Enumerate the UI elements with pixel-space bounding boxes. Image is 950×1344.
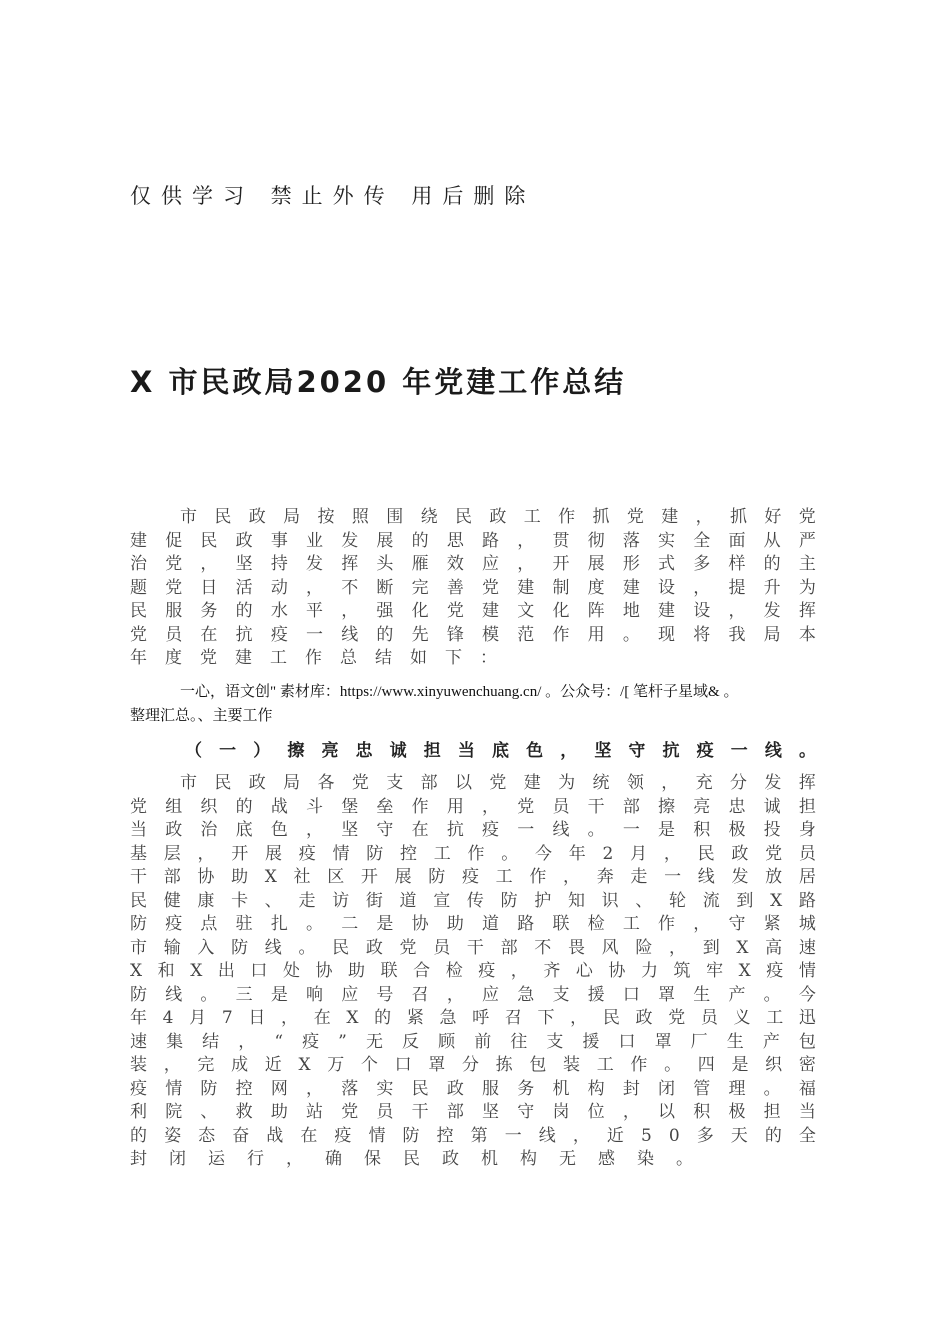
intro-line: 题 党 日 活 动 ， 不 断 完 善 党 建 制 度 建 设 ， 提 升 为: [130, 577, 816, 598]
section-line: 装 ， 完 成 近 X 万 个 口 罩 分 拣 包 装 工 作 。 四 是 织 密: [130, 1055, 816, 1075]
intro-line: 民 服 务 的 水 平 ， 强 化 党 建 文 化 阵 地 建 设 ， 发 挥: [130, 601, 816, 621]
intro-line: 治 党 ， 坚 持 发 挥 头 雁 效 应 ， 开 展 形 式 多 样 的 主: [130, 554, 816, 574]
section-line: 防 疫 点 驻 扎 。 二 是 协 助 道 路 联 检 工 作 ， 守 紧 城: [130, 914, 816, 934]
section-line: 利 院 、 救 助 站 党 员 干 部 坚 守 岗 位 ， 以 积 极 担 当: [130, 1102, 816, 1122]
intro-line: 年度党建工作总结如下：: [130, 648, 515, 668]
section-line: 的 姿 态 奋 战 在 疫 情 防 控 第 一 线 ， 近 5 0 多 天 的 全: [130, 1125, 816, 1146]
source-note-line: 整理汇总。、主要工作: [130, 708, 273, 724]
section-paragraph: [130, 772, 816, 1172]
intro-line: 党 员 在 抗 疫 一 线 的 先 锋 模 范 作 用 。 现 将 我 局 本: [130, 624, 816, 645]
intro-line: 建 促 民 政 事 业 发 展 的 思 路 ， 贯 彻 落 实 全 面 从 严: [130, 530, 816, 551]
section-line: 党 组 织 的 战 斗 堡 垒 作 用 ， 党 员 干 部 擦 亮 忠 诚 担: [130, 796, 816, 817]
confidentiality-notice: 仅供学习 禁止外传 用后删除: [130, 184, 536, 208]
section-line: 速 集 结 ， “ 疫 ” 无 反 顾 前 往 支 援 口 罩 厂 生 产 包: [130, 1031, 816, 1052]
intro-paragraph: [130, 506, 816, 671]
intro-line: 市 民 政 局 按 照 围 绕 民 政 工 作 抓 党 建 ， 抓 好 党: [180, 507, 816, 527]
section-line: X 和 X 出 口 处 协 助 联 合 检 疫 ， 齐 心 协 力 筑 牢 X 疫 情: [130, 961, 816, 981]
section-line: 基 层 ， 开 展 疫 情 防 控 工 作 。 今 年 2 月 ， 民 政 党 员: [130, 843, 816, 864]
document-title: X 市民政局2020 年党建工作总结: [130, 365, 627, 399]
section-line: 年 4 月 7 日 ， 在 X 的 紧 急 呼 召 下 ， 民 政 党 员 义 工 迅: [130, 1008, 816, 1028]
source-note-line: 一心，语文创" 素材库：https://www.xinyuwenchuang.cn/ 。公众号：/[ 笔杆子星域& 。: [180, 684, 739, 700]
section-line: 市 输 入 防 线 。 民 政 党 员 干 部 不 畏 风 险 ， 到 X 高 速: [130, 937, 816, 958]
section-line: 民 健 康 卡 、 走 访 街 道 宣 传 防 护 知 识 、 轮 流 到 X 路: [130, 890, 816, 911]
section-line: 市 民 政 局 各 党 支 部 以 党 建 为 统 领 ， 充 分 发 挥: [180, 773, 816, 793]
section-line: 防 线 。 三 是 响 应 号 召 ， 应 急 支 援 口 罩 生 产 。 今: [130, 984, 816, 1005]
source-note: [130, 680, 830, 728]
section-line: 封闭运行，确保民政机构无感染。: [130, 1149, 715, 1169]
section-heading: （ 一 ） 擦 亮 忠 诚 担 当 底 色 ， 坚 守 抗 疫 一 线 。: [185, 741, 816, 761]
section-line: 当 政 治 底 色 ， 坚 守 在 抗 疫 一 线 。 一 是 积 极 投 身: [130, 820, 816, 840]
section-line: 干 部 协 助 X 社 区 开 展 防 疫 工 作 ， 奔 走 一 线 发 放 居: [130, 867, 816, 887]
section-line: 疫 情 防 控 网 ， 落 实 民 政 服 务 机 构 封 闭 管 理 。 福: [130, 1078, 816, 1099]
